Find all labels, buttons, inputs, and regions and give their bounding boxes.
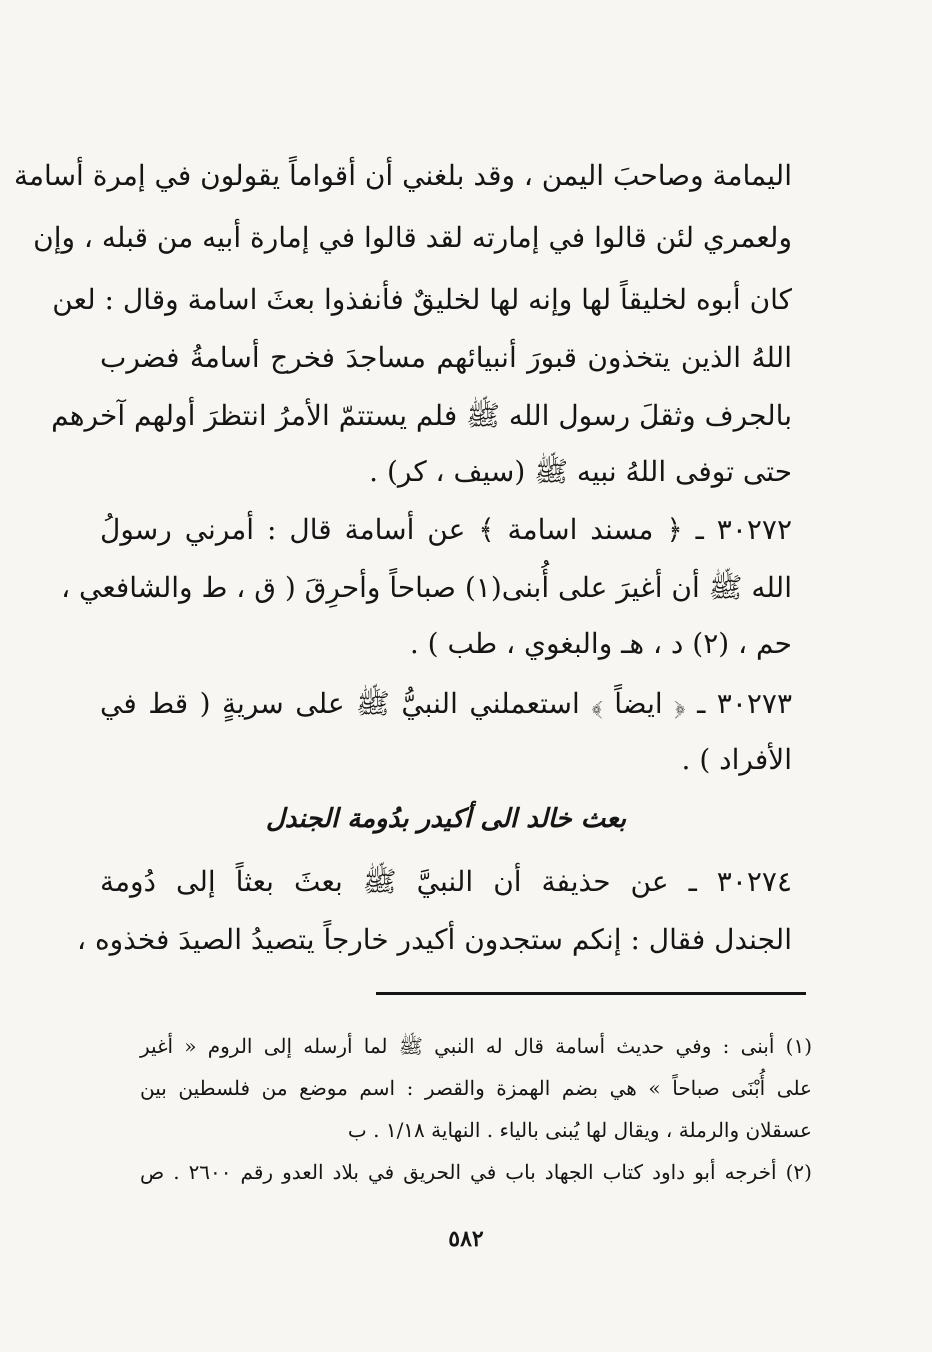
section-heading: بعث خالد الى أكيدر بدُومة الجندل <box>265 804 627 834</box>
hadith-line: ٣٠٢٧٢ ـ ﴿ مسند اسامة ﴾ عن أسامة قال : أمرني رسولُ <box>100 513 792 546</box>
hadith-line: ٣٠٢٧٤ ـ عن حذيفة أن النبيَّ ﷺ بعثَ بعثاً إلى دُومة <box>100 865 792 898</box>
body-line: كان أبوه لخليقاً لها وإنه لها لخليقٌ فأنفذوا بعثَ اسامة وقال : لعن <box>52 283 792 316</box>
footnote-line: عسقلان والرملة ، ويقال لها يُبنى بالياء . النهاية ١/١٨ . ب <box>347 1118 812 1142</box>
body-line: اللهُ الذين يتخذون قبورَ أنبيائهم مساجدَ فخرج أسامةُ فضرب <box>100 341 792 374</box>
hadith-line: الأفراد ) . <box>681 743 792 776</box>
hadith-line: الله ﷺ أن أغيرَ على أُبنى(١) صباحاً وأحرِقَ ( ق ، ط والشافعي ، <box>61 571 792 604</box>
footnote-separator <box>376 992 806 995</box>
hadith-line: الجندل فقال : إنكم ستجدون أكيدر خارجاً يتصيدُ الصيدَ فخذوه ، <box>77 923 792 956</box>
footnote-line: على أُبْنَى صباحاً » هي بضم الهمزة والقصر : اسم موضع من فلسطين بين <box>140 1076 812 1100</box>
body-line: بالجرف وثقلَ رسول الله ﷺ فلم يستتمّ الأمرُ انتظرَ أولهم آخرهم <box>51 399 792 432</box>
body-line: اليمامة وصاحبَ اليمن ، وقد بلغني أن أقواماً يقولون في إمرة أسامة <box>14 159 792 192</box>
hadith-line: ٣٠٢٧٣ ـ ﴿ ايضاً ﴾ استعملني النبيُّ ﷺ على سريةٍ ( قط في <box>100 687 792 720</box>
footnote-line: (١) أبنى : وفي حديث أسامة قال له النبي ﷺ لما أرسله إلى الروم « أغير <box>140 1034 812 1058</box>
page-number: ٥٨٢ <box>448 1226 484 1252</box>
body-line: ولعمري لئن قالوا في إمارته لقد قالوا في إمارة أبيه من قبله ، وإن <box>33 221 792 254</box>
hadith-line: حم ، (٢) د ، هـ والبغوي ، طب ) . <box>409 627 792 660</box>
body-line: حتى توفى اللهُ نبيه ﷺ (سيف ، كر) . <box>369 455 792 488</box>
footnote-line: (٢) أخرجه أبو داود كتاب الجهاد باب في الحريق في بلاد العدو رقم ٢٦٠٠ . ص <box>140 1160 812 1184</box>
